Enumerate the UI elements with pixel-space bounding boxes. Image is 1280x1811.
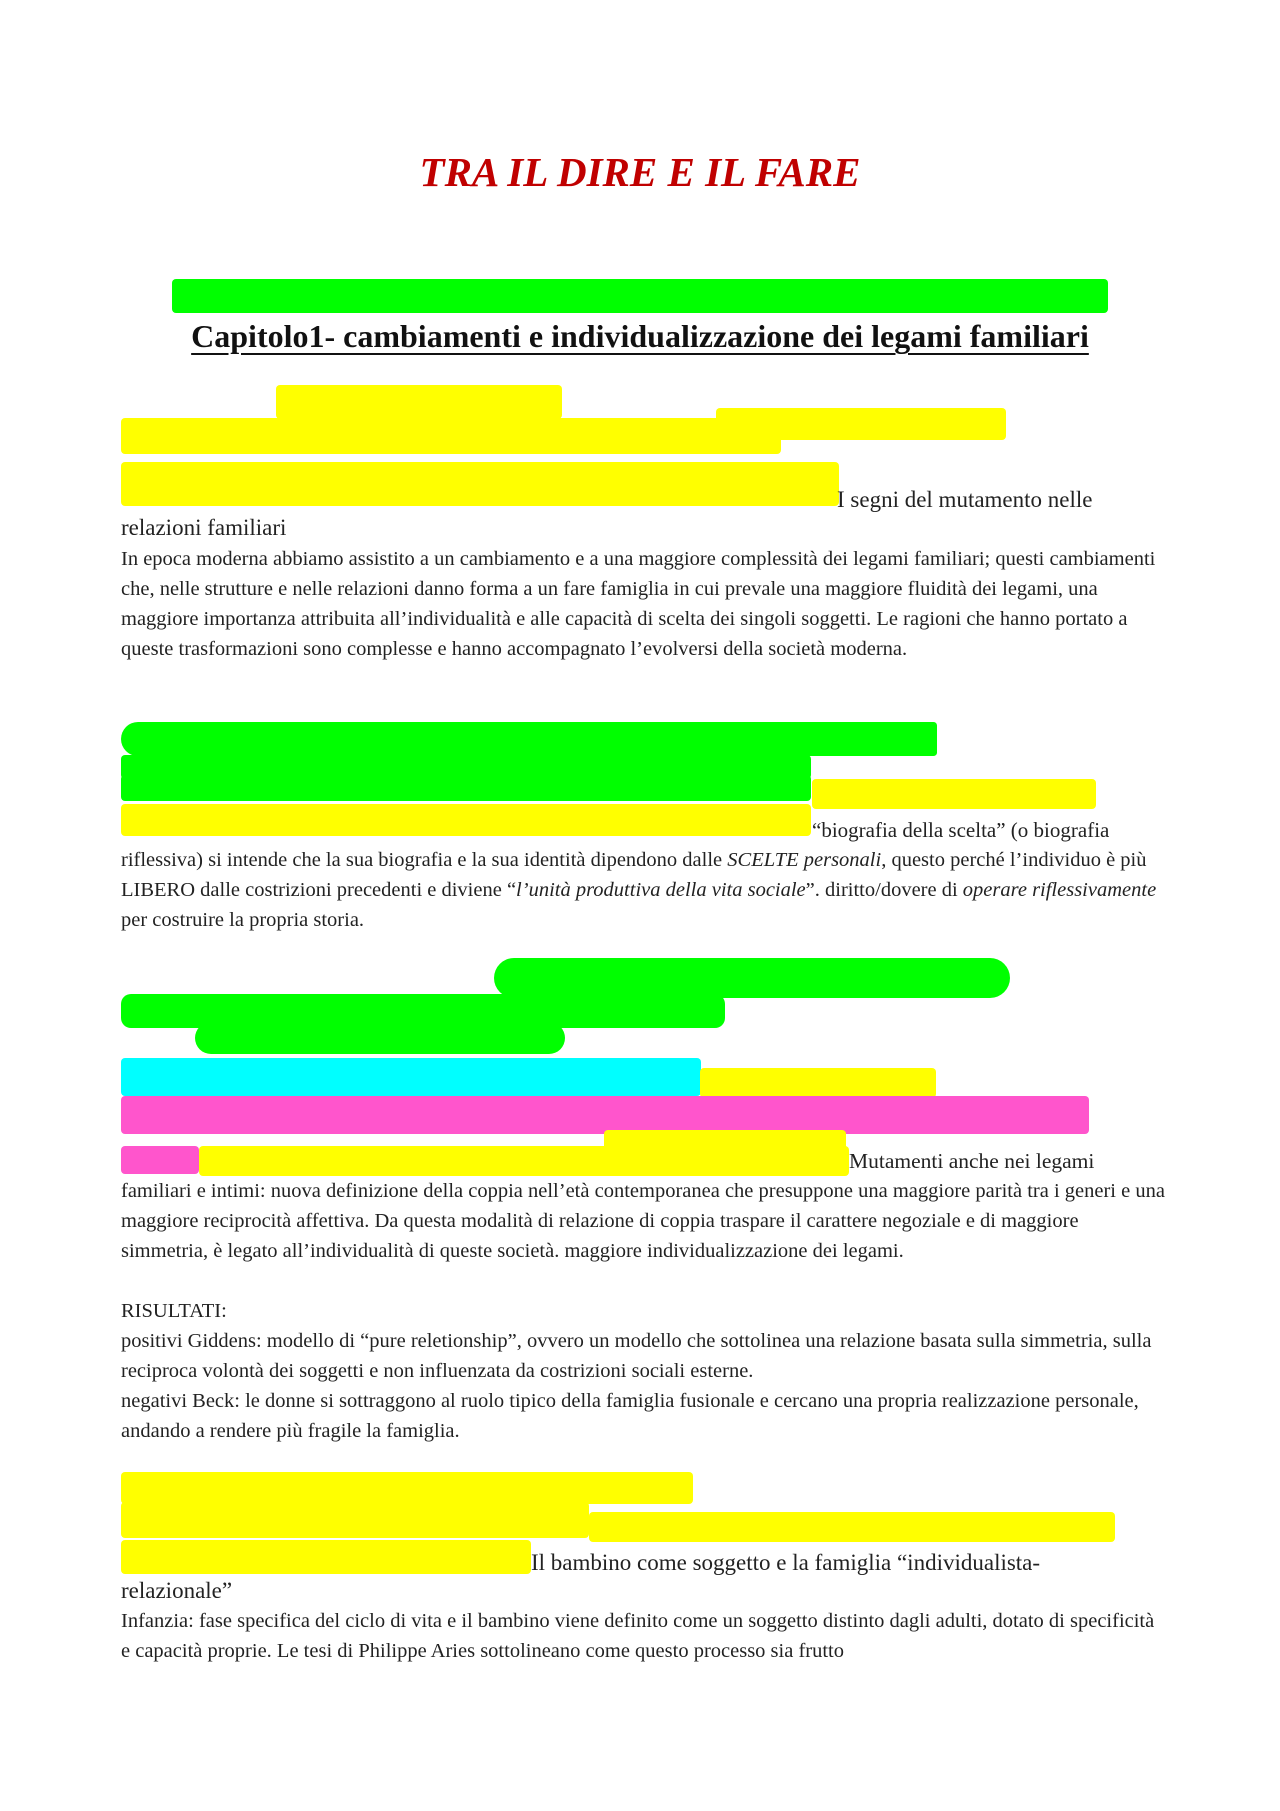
section-heading-wrap: relazionale” — [121, 1578, 233, 1603]
highlight-mark — [195, 1022, 565, 1054]
highlight-mark — [121, 1146, 199, 1174]
section-heading-tail: I segni del mutamento nelle — [837, 487, 1093, 512]
body-text-italic: SCELTE personali — [727, 849, 882, 871]
highlight-mark — [121, 1502, 589, 1538]
highlight-mark — [121, 775, 811, 801]
section-body: positivi Giddens: modello di “pure reletionship”, ovvero un modello che sottolinea una relazione basata sulla simmetria, sulla reciproca volontà dei soggetti e non influenzata da costrizioni sociali esterne. — [121, 1330, 1152, 1382]
section-heading-wrap: relazioni familiari — [121, 515, 287, 540]
section-body — [121, 845, 1166, 935]
section-heading-tail: Il bambino come soggetto e la famiglia “individualista- — [531, 1550, 1041, 1575]
body-text: riflessiva) si intende che la sua biografia e la sua identità dipendono dalle — [121, 849, 728, 871]
highlight-mark — [276, 385, 562, 419]
highlight-mark — [121, 804, 811, 836]
highlight-mark — [494, 958, 1010, 998]
highlight-mark — [121, 1058, 701, 1096]
highlight-mark — [121, 1096, 1089, 1134]
highlight-mark — [700, 1068, 936, 1098]
chapter-heading-text: Capitolo1- cambiamenti e individualizzazione dei legami familiari — [191, 318, 1089, 354]
highlight-mark — [589, 1512, 1115, 1542]
highlight-mark — [121, 418, 781, 454]
section-label: RISULTATI: — [121, 1300, 227, 1322]
section-body: familiari e intimi: nuova definizione della coppia nell’età contemporanea che presuppone una maggiore parità tra i generi e una maggiore reciprocità affettiva. Da questa modalità di relazione di coppia traspare il carattere negoziale e di maggiore simmetria, è legato all’individualità di queste società. maggiore individualizzazione dei legami. — [121, 1180, 1165, 1262]
highlight-mark — [121, 1472, 693, 1504]
highlight-mark — [121, 722, 937, 756]
section-body: Infanzia: fase specifica del ciclo di vita e il bambino viene definito come un soggetto distinto dagli adulti, dotato di specificità e capacità proprie. Le tesi di Philippe Aries sottolineano come questo processo sia frutto — [121, 1610, 1155, 1662]
section-body: negativi Beck: le donne si sottraggono al ruolo tipico della famiglia fusionale e cercano una propria realizzazione personale, andando a rendere più fragile la famiglia. — [121, 1390, 1139, 1442]
section-heading-tail: Mutamenti anche nei legami — [849, 1149, 1095, 1173]
section-body: In epoca moderna abbiamo assistito a un cambiamento e a una maggiore complessità dei legami familiari; questi cambiamenti che, nelle strutture e nelle relazioni danno forma a un fare famiglia in cui prevale una maggiore fluidità dei legami, una maggiore importanza attribuita all’individualità e alle capacità di scelta dei singoli soggetti. Le ragioni che hanno portato a queste trasformazioni sono complesse e hanno accompagnato l’evolversi della società moderna. — [121, 548, 1156, 660]
section-heading-tail: “biografia della scelta” (o biografia — [812, 818, 1110, 842]
body-text: per costruire la propria storia. — [121, 909, 365, 931]
document-title: TRA IL DIRE E IL FARE — [419, 149, 861, 195]
highlight-mark — [172, 279, 1108, 313]
chapter-heading — [0, 318, 1280, 355]
highlight-mark — [199, 1146, 849, 1176]
highlight-mark — [121, 462, 839, 506]
body-text-italic: operare riflessivamente — [962, 879, 1157, 901]
body-text: ”. diritto/dovere di — [805, 879, 963, 901]
body-text-italic: l’unità produttiva della vita sociale — [516, 879, 806, 901]
highlight-mark — [121, 1540, 531, 1574]
body-text: , questo perché l’individuo è più LIBERO dalle costrizioni precedenti e diviene “ — [121, 849, 1147, 901]
highlight-mark — [812, 779, 1096, 809]
